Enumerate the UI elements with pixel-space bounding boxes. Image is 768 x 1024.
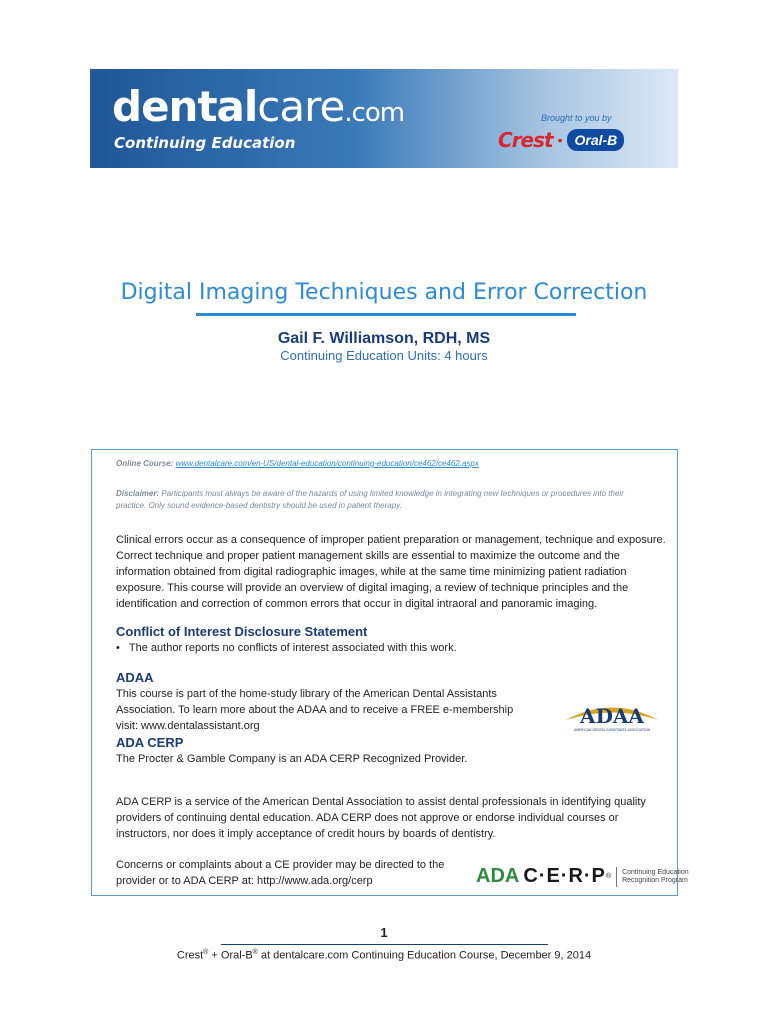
page-number: 1 — [380, 925, 388, 940]
course-title: Digital Imaging Techniques and Error Correction — [120, 280, 648, 305]
author-name: Gail F. Williamson, RDH, MS — [277, 330, 491, 347]
cerp-logo-ada: ADA — [476, 865, 520, 887]
footer-plus: + — [208, 949, 221, 962]
cerp-heading: ADA CERP — [116, 735, 184, 750]
footer-reg-1: ® — [203, 949, 209, 956]
sponsor-logos — [498, 127, 624, 153]
cerp-recognized-text: The Procter & Gamble Company is an ADA CERP Recognized Provider. — [116, 753, 468, 765]
cerp-logo-cerp: C·E·R·P — [523, 865, 606, 887]
disclaimer-text: Participants must always be aware of the hazards of using limited knowledge in integrating new techniques or procedures into their practice. Only sound evidence-based dentistry should be used in patient therapy. — [116, 489, 624, 510]
cerp-tagline-line1: Continuing Education — [622, 868, 689, 876]
coi-text: The author reports no conflicts of interest associated with this work. — [128, 642, 457, 654]
brand-separator: • — [557, 132, 563, 148]
logo-part-dental: dental — [112, 82, 258, 131]
disclaimer — [116, 488, 646, 512]
cerp-logo-tagline — [622, 869, 689, 885]
adaa-logo-text: ADAA — [580, 704, 644, 728]
ceu-line: Continuing Education Units: 4 hours — [280, 348, 488, 363]
oralb-logo: Oral-B — [567, 129, 624, 151]
cerp-logo-registered: ® — [605, 873, 612, 880]
footer-crest: Crest — [176, 949, 204, 962]
footer-reg-2: ® — [252, 949, 258, 956]
adaa-paragraph: This course is part of the home-study library of the American Dental Assistants Association. To learn more about the ADAA and to receive a FREE e-membership visit: www.dentalassistant.org — [116, 688, 514, 732]
coi-item — [116, 640, 656, 656]
crest-logo: Crest — [498, 128, 553, 152]
dentalcare-logo — [112, 83, 404, 137]
header-banner — [90, 69, 678, 168]
footer-rule — [221, 944, 548, 945]
online-course-line — [116, 458, 656, 470]
logo-part-com: .com — [344, 98, 405, 128]
logo-part-care: care — [257, 82, 345, 131]
logo-subtitle: Continuing Education — [114, 134, 296, 152]
footer-oralb: Oral-B — [220, 949, 253, 962]
cerp-contact-text: Concerns or complaints about a CE provider may be directed to the provider or to ADA CERP at: http://www.ada.org/cerp — [116, 859, 445, 887]
adaa-logo-caption: AMERICAN DENTAL ASSISTANTS ASSOCIATION — [574, 728, 650, 732]
online-course-link[interactable]: www.dentalcare.com/en-US/dental-education/continuing-education/ce462/ce462.aspx — [175, 459, 479, 468]
cerp-logo-divider — [616, 867, 617, 887]
cerp-tagline-line2: Recognition Program — [622, 876, 688, 884]
bullet-icon: • — [116, 642, 120, 654]
ada-cerp-logo — [476, 865, 689, 888]
footer-text — [0, 949, 768, 962]
title-underline — [196, 313, 576, 316]
adaa-heading: ADAA — [116, 670, 154, 685]
course-info-box — [91, 449, 689, 896]
cerp-service-text: ADA CERP is a service of the American Dental Association to assist dental professionals in identifying quality providers of continuing dental education. ADA CERP does not approve or endorse individual courses or instructors, nor does it imply acceptance of credit hours by boards of dentistry. — [116, 796, 646, 840]
coi-heading: Conflict of Interest Disclosure Statement — [116, 624, 368, 639]
brought-by-text: Brought to you by — [541, 113, 612, 123]
footer-rest: at dentalcare.com Continuing Education Course, December 9, 2014 — [257, 949, 592, 962]
adaa-logo — [562, 693, 662, 733]
disclaimer-label: Disclaimer: — [116, 489, 160, 498]
intro-paragraph: Clinical errors occur as a consequence of improper patient preparation or management, technique and exposure. Correct technique and proper patient management skills are essential to maximize the outcome and the information obtained from digital radiographic images, while at the same time minimizing patient radiation exposure. This course will provide an overview of digital imaging, a review of technique principles and the identification and correction of common errors that occur in digital intraoral and panoramic imaging. — [116, 534, 666, 610]
online-course-label: Online Course: — [116, 459, 174, 468]
